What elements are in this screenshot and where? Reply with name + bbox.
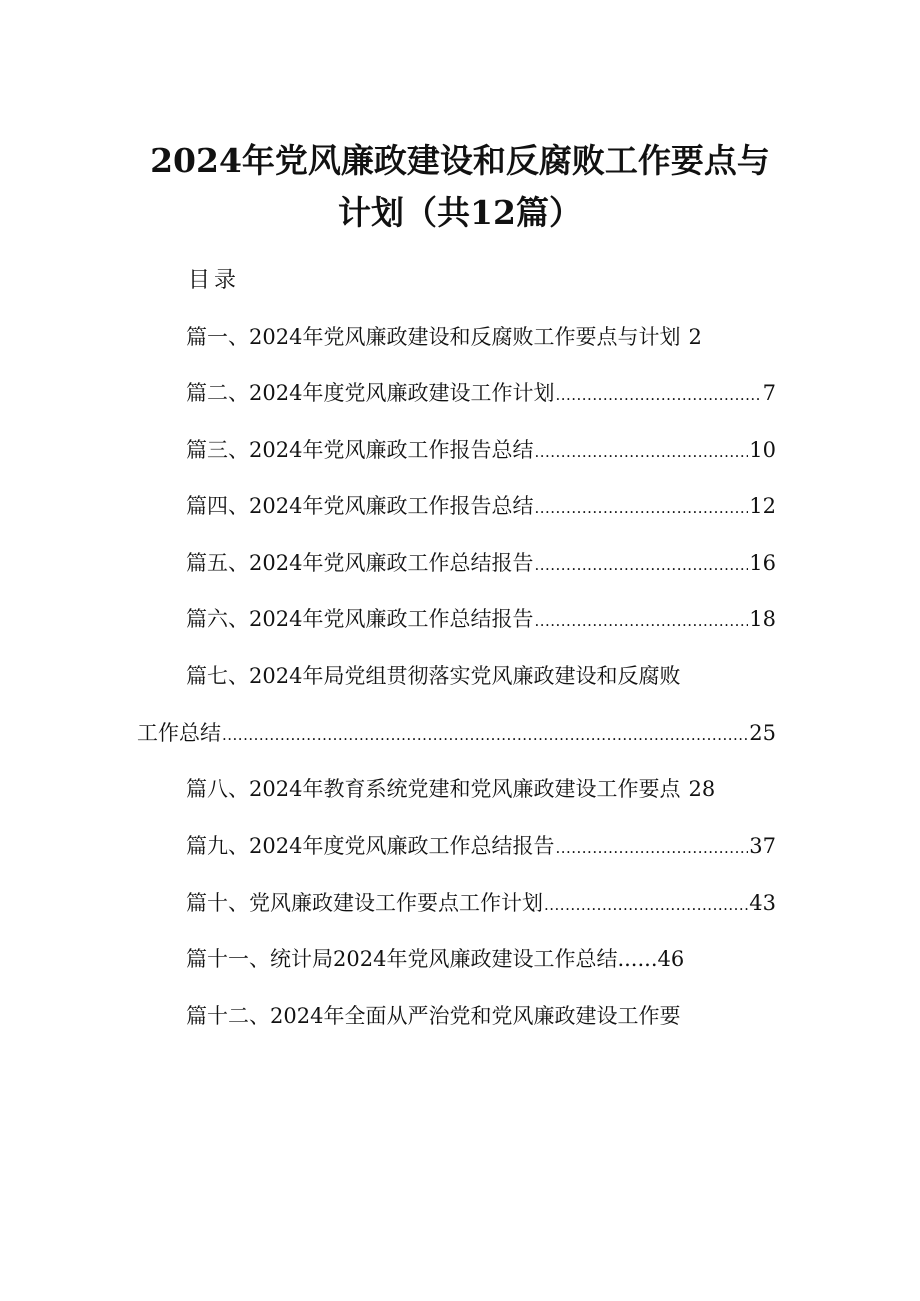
toc-entry-label: 篇二、2024年度党风廉政建设工作计划 — [186, 381, 555, 405]
toc-entry-leader-short: ...... — [617, 947, 658, 971]
toc-dot-leader — [555, 833, 748, 863]
toc-heading: 目录 — [188, 268, 241, 293]
toc-entry-label: 篇十、党风廉政建设工作要点工作计划 — [186, 891, 543, 915]
toc-entry-6[interactable] — [186, 604, 776, 634]
toc-entry-page: 46 — [657, 947, 685, 971]
toc-entry-label: 篇八、2024年教育系统党建和党风廉政建设工作要点 — [186, 777, 681, 801]
toc-entry-label-continued: 工作总结 — [137, 721, 221, 745]
document-title-line-2: 计划（共12篇） — [338, 193, 582, 232]
toc-entry-2[interactable] — [186, 378, 776, 408]
toc-entry-label: 篇十二、2024年全面从严治党和党风廉政建设工作要 — [186, 1004, 681, 1028]
toc-entry-page: 10 — [749, 438, 776, 462]
toc-entry-page: 16 — [749, 551, 776, 575]
toc-entry-page: 43 — [749, 891, 776, 915]
toc-dot-leader — [222, 720, 748, 750]
toc-entry-page: 25 — [749, 721, 776, 745]
toc-entry-label: 篇六、2024年党风廉政工作总结报告 — [186, 607, 534, 631]
toc-entry-page: 12 — [749, 494, 776, 518]
toc-entry-label: 篇十一、统计局2024年党风廉政建设工作总结 — [186, 947, 618, 971]
toc-entry-page: 2 — [688, 325, 702, 349]
toc-dot-leader — [534, 437, 748, 467]
toc-entry-label: 篇三、2024年党风廉政工作报告总结 — [186, 438, 534, 462]
toc-entry-4[interactable] — [186, 491, 776, 521]
toc-entry-7[interactable] — [186, 661, 680, 691]
toc-dot-leader — [534, 606, 748, 636]
toc-entry-5[interactable] — [186, 548, 776, 578]
toc-entry-label: 篇七、2024年局党组贯彻落实党风廉政建设和反腐败 — [186, 664, 681, 688]
toc-entry-page: 28 — [688, 777, 716, 801]
toc-entry-12[interactable] — [186, 1001, 680, 1031]
toc-entry-page: 7 — [762, 381, 776, 405]
toc-dot-leader — [544, 890, 748, 920]
toc-entry-label: 篇五、2024年党风廉政工作总结报告 — [186, 551, 534, 575]
toc-entry-page: 18 — [749, 607, 776, 631]
toc-entry-7-continued[interactable] — [137, 718, 776, 748]
toc-entry-3[interactable] — [186, 435, 776, 465]
toc-entry-9[interactable] — [186, 831, 776, 861]
toc-entry-11[interactable] — [186, 944, 684, 974]
toc-entry-label: 篇一、2024年党风廉政建设和反腐败工作要点与计划 — [186, 325, 681, 349]
toc-entry-8[interactable] — [186, 774, 715, 804]
toc-dot-leader — [534, 493, 748, 523]
toc-entry-label: 篇九、2024年度党风廉政工作总结报告 — [186, 834, 555, 858]
document-title-line-1: 2024年党风廉政建设和反腐败工作要点与 — [150, 141, 770, 180]
toc-entry-label: 篇四、2024年党风廉政工作报告总结 — [186, 494, 534, 518]
toc-entry-1[interactable] — [186, 322, 702, 352]
toc-dot-leader — [555, 380, 761, 410]
toc-dot-leader — [534, 550, 748, 580]
toc-entry-10[interactable] — [186, 888, 776, 918]
toc-entry-page: 37 — [749, 834, 776, 858]
